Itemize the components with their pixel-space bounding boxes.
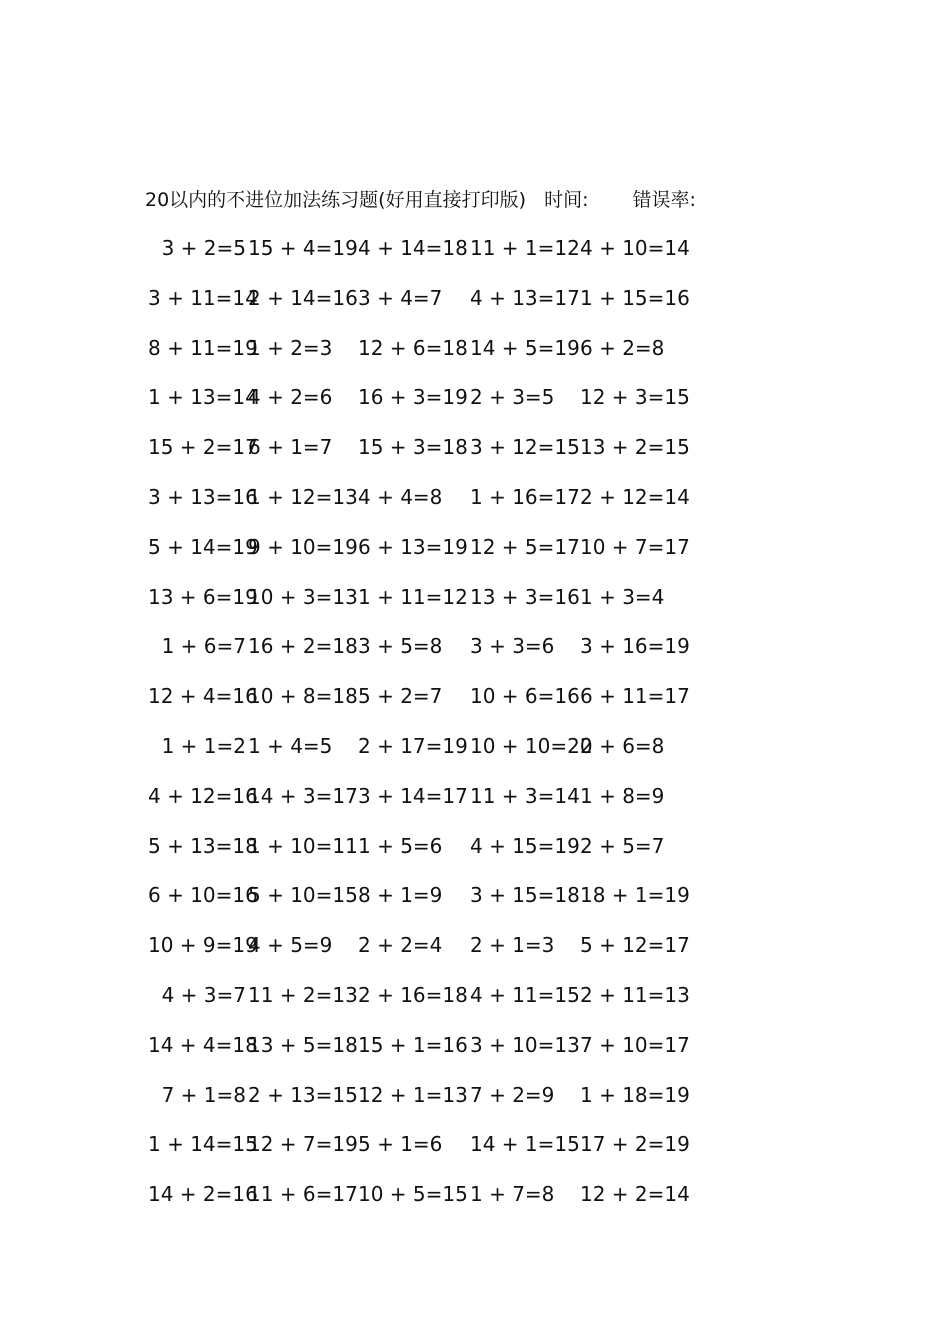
equation-item: 8 + 11=19 bbox=[148, 335, 258, 360]
equation-item: 3 + 2=5 bbox=[161, 236, 246, 260]
equation-item: 2 + 12=14 bbox=[580, 484, 690, 509]
equation-row bbox=[0, 382, 950, 432]
equation-item: 8 + 1=9 bbox=[358, 883, 443, 908]
equation-item: 2 + 17=19 bbox=[358, 733, 468, 758]
equation-item: 1 + 2=3 bbox=[248, 335, 333, 360]
equation-item: 1 + 1=2 bbox=[161, 733, 246, 758]
equation-item: 6 + 11=17 bbox=[580, 684, 690, 709]
equation-item: 11 + 1=12 bbox=[470, 236, 580, 260]
equation-item: 13 + 5=18 bbox=[248, 1032, 358, 1057]
equation-item: 12 + 1=13 bbox=[358, 1082, 468, 1107]
equation-item: 1 + 4=5 bbox=[248, 733, 333, 758]
equation-item: 3 + 14=17 bbox=[358, 783, 468, 808]
equation-item: 11 + 3=14 bbox=[470, 783, 580, 808]
equation-item: 4 + 4=8 bbox=[358, 484, 443, 509]
equation-item: 2 + 11=13 bbox=[580, 982, 690, 1007]
equation-item: 2 + 14=16 bbox=[248, 285, 358, 310]
equation-item: 3 + 15=18 bbox=[470, 883, 580, 908]
equation-item: 1 + 3=4 bbox=[580, 584, 665, 609]
equation-row bbox=[0, 333, 950, 383]
equation-item: 1 + 12=13 bbox=[248, 484, 358, 509]
equation-item: 4 + 10=14 bbox=[580, 236, 690, 260]
equation-item: 3 + 11=14 bbox=[148, 285, 258, 310]
equation-item: 12 + 4=16 bbox=[148, 684, 258, 709]
equation-item: 1 + 5=6 bbox=[358, 833, 443, 858]
equation-item: 11 + 6=17 bbox=[248, 1182, 358, 1207]
equation-item: 6 + 13=19 bbox=[358, 534, 468, 559]
equation-item: 3 + 5=8 bbox=[358, 634, 443, 659]
equation-item: 6 + 10=16 bbox=[148, 883, 258, 908]
equation-item: 10 + 5=15 bbox=[358, 1182, 468, 1207]
equation-item: 1 + 6=7 bbox=[161, 634, 246, 659]
equation-item: 1 + 15=16 bbox=[580, 285, 690, 310]
equation-row bbox=[0, 532, 950, 582]
equation-item: 13 + 6=19 bbox=[148, 584, 258, 609]
equation-item: 4 + 14=18 bbox=[358, 236, 468, 260]
equation-item: 2 + 5=7 bbox=[580, 833, 665, 858]
time-label: 时间: bbox=[544, 189, 589, 211]
equation-item: 15 + 4=19 bbox=[248, 236, 358, 260]
equation-item: 7 + 10=17 bbox=[580, 1032, 690, 1057]
equation-item: 12 + 5=17 bbox=[470, 534, 580, 559]
equation-item: 10 + 3=13 bbox=[248, 584, 358, 609]
equation-row bbox=[0, 582, 950, 632]
equation-item: 14 + 2=16 bbox=[148, 1182, 258, 1207]
equation-item: 13 + 2=15 bbox=[580, 435, 690, 460]
equation-item: 4 + 15=19 bbox=[470, 833, 580, 858]
equation-item: 10 + 6=16 bbox=[470, 684, 580, 709]
equation-item: 4 + 11=15 bbox=[470, 982, 580, 1007]
equation-row bbox=[0, 930, 950, 980]
equation-item: 2 + 1=3 bbox=[470, 933, 555, 958]
equation-item: 10 + 10=20 bbox=[470, 733, 593, 758]
equation-item: 11 + 2=13 bbox=[248, 982, 358, 1007]
equation-item: 9 + 10=19 bbox=[248, 534, 358, 559]
equation-item: 10 + 8=18 bbox=[248, 684, 358, 709]
equation-item: 6 + 1=7 bbox=[248, 435, 333, 460]
equation-item: 7 + 2=9 bbox=[470, 1082, 555, 1107]
equation-item: 1 + 14=15 bbox=[148, 1132, 258, 1157]
equation-item: 5 + 12=17 bbox=[580, 933, 690, 958]
equation-item: 3 + 3=6 bbox=[470, 634, 555, 659]
equation-item: 14 + 1=15 bbox=[470, 1132, 580, 1157]
equation-item: 3 + 16=19 bbox=[580, 634, 690, 659]
equation-item: 5 + 1=6 bbox=[358, 1132, 443, 1157]
equation-item: 13 + 3=16 bbox=[470, 584, 580, 609]
equation-row bbox=[0, 233, 950, 283]
equation-row bbox=[0, 731, 950, 781]
equation-row bbox=[0, 1179, 950, 1229]
equation-item: 16 + 2=18 bbox=[248, 634, 358, 659]
equation-row bbox=[0, 631, 950, 681]
equation-item: 14 + 3=17 bbox=[248, 783, 358, 808]
equation-row bbox=[0, 283, 950, 333]
worksheet-title: 20以内的不进位加法练习题(好用直接打印版) bbox=[145, 189, 527, 211]
equation-item: 1 + 18=19 bbox=[580, 1082, 690, 1107]
equation-item: 12 + 6=18 bbox=[358, 335, 468, 360]
equation-row bbox=[0, 880, 950, 930]
equation-item: 10 + 7=17 bbox=[580, 534, 690, 559]
equation-item: 7 + 1=8 bbox=[161, 1082, 246, 1107]
equation-row bbox=[0, 980, 950, 1030]
equation-item: 12 + 7=19 bbox=[248, 1132, 358, 1157]
equation-item: 2 + 3=5 bbox=[470, 385, 555, 410]
error-rate-label: 错误率: bbox=[632, 189, 696, 211]
equation-item: 5 + 10=15 bbox=[248, 883, 358, 908]
equation-item: 14 + 5=19 bbox=[470, 335, 580, 360]
equation-item: 17 + 2=19 bbox=[580, 1132, 690, 1157]
equation-item: 3 + 10=13 bbox=[470, 1032, 580, 1057]
equation-row bbox=[0, 1030, 950, 1080]
equation-item: 4 + 12=16 bbox=[148, 783, 258, 808]
equation-item: 18 + 1=19 bbox=[580, 883, 690, 908]
equation-item: 4 + 3=7 bbox=[161, 982, 246, 1007]
equation-item: 1 + 13=14 bbox=[148, 385, 258, 410]
equation-item: 1 + 8=9 bbox=[580, 783, 665, 808]
equation-item: 2 + 2=4 bbox=[358, 933, 443, 958]
equation-row bbox=[0, 831, 950, 881]
equation-item: 15 + 1=16 bbox=[358, 1032, 468, 1057]
equation-row bbox=[0, 1129, 950, 1179]
equation-row bbox=[0, 432, 950, 482]
equation-item: 4 + 2=6 bbox=[248, 385, 333, 410]
equation-item: 15 + 2=17 bbox=[148, 435, 258, 460]
equation-item: 2 + 6=8 bbox=[580, 733, 665, 758]
equation-item: 15 + 3=18 bbox=[358, 435, 468, 460]
equation-item: 2 + 13=15 bbox=[248, 1082, 358, 1107]
equation-item: 5 + 13=18 bbox=[148, 833, 258, 858]
equation-item: 5 + 14=19 bbox=[148, 534, 258, 559]
equation-item: 3 + 4=7 bbox=[358, 285, 443, 310]
equation-item: 4 + 13=17 bbox=[470, 285, 580, 310]
equation-item: 2 + 16=18 bbox=[358, 982, 468, 1007]
equation-item: 1 + 10=11 bbox=[248, 833, 358, 858]
equation-item: 4 + 5=9 bbox=[248, 933, 333, 958]
equation-row bbox=[0, 681, 950, 731]
equation-item: 12 + 2=14 bbox=[580, 1182, 690, 1207]
equation-item: 5 + 2=7 bbox=[358, 684, 443, 709]
equation-row bbox=[0, 1080, 950, 1130]
equation-item: 1 + 11=12 bbox=[358, 584, 468, 609]
equation-item: 3 + 13=16 bbox=[148, 484, 258, 509]
equation-item: 12 + 3=15 bbox=[580, 385, 690, 410]
equation-row bbox=[0, 482, 950, 532]
equation-item: 1 + 7=8 bbox=[470, 1182, 555, 1207]
equation-item: 6 + 2=8 bbox=[580, 335, 665, 360]
equation-item: 3 + 12=15 bbox=[470, 435, 580, 460]
equation-item: 14 + 4=18 bbox=[148, 1032, 258, 1057]
equation-grid bbox=[0, 233, 950, 1229]
equation-item: 10 + 9=19 bbox=[148, 933, 258, 958]
equation-item: 1 + 16=17 bbox=[470, 484, 580, 509]
equation-row bbox=[0, 781, 950, 831]
worksheet-header bbox=[145, 186, 696, 214]
equation-item: 16 + 3=19 bbox=[358, 385, 468, 410]
